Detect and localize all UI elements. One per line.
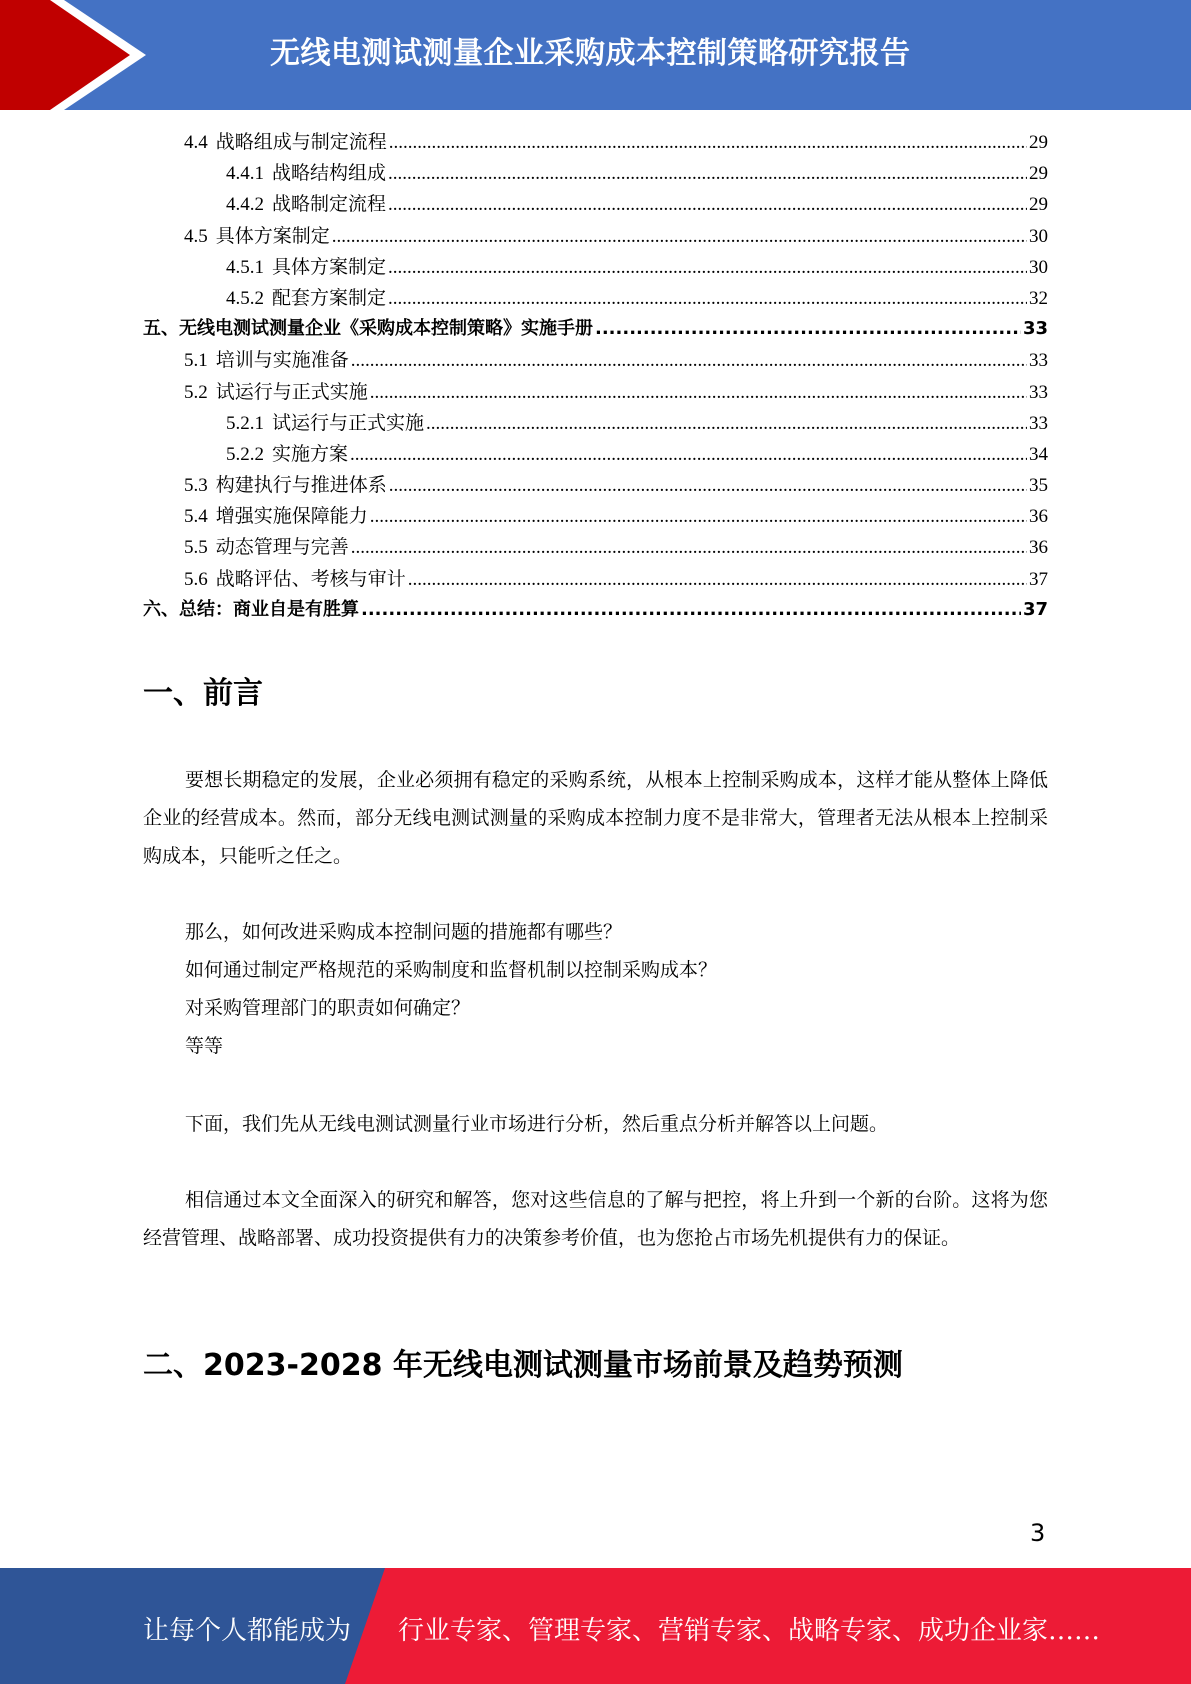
toc-dot-leader bbox=[351, 350, 1027, 372]
preface-paragraph-3: 相信通过本文全面深入的研究和解答，您对这些信息的了解与把控，将上升到一个新的台阶。这将为您经营管理、战略部署、成功投资提供有力的决策参考价值，也为您抢占市场先机提供有力的保证。 bbox=[143, 1190, 1048, 1249]
toc-entry-title: 战略结构组成 bbox=[272, 163, 387, 185]
toc-entry-number: 5.3 bbox=[184, 475, 208, 497]
toc-dot-leader bbox=[388, 194, 1027, 216]
toc-entry-page: 34 bbox=[1029, 443, 1048, 465]
toc-entry[interactable] bbox=[143, 345, 1048, 376]
toc-entry-number: 4.4.1 bbox=[226, 163, 264, 185]
toc-entry[interactable] bbox=[143, 377, 1048, 408]
toc-entry-page: 36 bbox=[1029, 506, 1048, 528]
toc-entry-title: 实施方案 bbox=[272, 443, 349, 465]
toc-dot-leader bbox=[389, 132, 1027, 154]
toc-entry-page: 29 bbox=[1029, 132, 1048, 153]
page-footer bbox=[0, 1568, 1191, 1684]
toc-entry[interactable] bbox=[143, 501, 1048, 532]
toc-dot-leader bbox=[350, 444, 1027, 466]
red-chevron-arrow-icon bbox=[0, 0, 160, 110]
toc-dot-leader bbox=[426, 413, 1027, 435]
toc-entry[interactable] bbox=[143, 221, 1048, 252]
toc-entry-number: 5.2 bbox=[184, 381, 208, 403]
toc-dot-leader bbox=[388, 288, 1027, 310]
toc-entry-title: 五、无线电测试测量企业《采购成本控制策略》实施手册 bbox=[143, 318, 593, 340]
document-title: 无线电测试测量企业采购成本控制策略研究报告 bbox=[270, 36, 911, 71]
page-header bbox=[0, 0, 1191, 110]
page-number: 3 bbox=[1030, 1519, 1046, 1547]
toc-entry-title: 动态管理与完善 bbox=[215, 537, 349, 559]
question-2: 如何通过制定严格规范的采购制度和监督机制以控制采购成本？ bbox=[185, 960, 718, 981]
toc-entry-page: 32 bbox=[1029, 287, 1048, 309]
toc-entry[interactable] bbox=[143, 595, 1048, 626]
toc-entry-title: 战略组成与制定流程 bbox=[215, 132, 387, 153]
toc-entry-title: 战略制定流程 bbox=[272, 194, 387, 216]
toc-entry-title: 配套方案制定 bbox=[272, 287, 387, 309]
toc-entry[interactable] bbox=[143, 314, 1048, 345]
toc-entry[interactable] bbox=[143, 532, 1048, 563]
toc-entry-number: 4.5.2 bbox=[226, 287, 264, 309]
question-3: 对采购管理部门的职责如何确定？ bbox=[185, 998, 471, 1019]
toc-entry-number: 5.1 bbox=[184, 350, 208, 372]
question-4: 等等 bbox=[185, 1036, 224, 1057]
toc-dot-leader bbox=[370, 506, 1027, 528]
toc-entry[interactable] bbox=[143, 439, 1048, 470]
toc-entry[interactable] bbox=[143, 158, 1048, 189]
toc-entry[interactable] bbox=[143, 189, 1048, 220]
toc-entry-page: 36 bbox=[1029, 537, 1048, 559]
toc-entry-number: 4.5 bbox=[184, 225, 208, 247]
toc-entry-title: 具体方案制定 bbox=[215, 225, 330, 247]
toc-entry-page: 29 bbox=[1029, 163, 1048, 185]
toc-entry-number: 5.5 bbox=[184, 537, 208, 559]
toc-dot-leader bbox=[408, 569, 1027, 591]
toc-entry[interactable] bbox=[143, 564, 1048, 595]
question-1: 那么，如何改进采购成本控制问题的措施都有哪些？ bbox=[185, 922, 623, 943]
toc-dot-leader bbox=[361, 599, 1021, 620]
toc-entry-title: 构建执行与推进体系 bbox=[215, 475, 387, 497]
toc-dot-leader bbox=[388, 163, 1027, 185]
toc-entry[interactable] bbox=[143, 470, 1048, 501]
toc-entry[interactable] bbox=[143, 252, 1048, 283]
toc-entry-title: 试运行与正式实施 bbox=[215, 381, 368, 403]
toc-dot-leader bbox=[595, 318, 1021, 339]
preface-paragraph-2: 下面，我们先从无线电测试测量行业市场进行分析，然后重点分析并解答以上问题。 bbox=[185, 1114, 889, 1135]
section-heading-preface: 一、前言 bbox=[143, 676, 263, 711]
toc-entry-title: 具体方案制定 bbox=[272, 256, 387, 278]
toc-entry-number: 5.2.2 bbox=[226, 443, 264, 465]
toc-entry-number: 5.6 bbox=[184, 568, 208, 590]
toc-entry[interactable] bbox=[143, 408, 1048, 439]
toc-entry-page: 29 bbox=[1029, 194, 1048, 216]
toc-dot-leader bbox=[332, 226, 1027, 248]
toc-dot-leader bbox=[351, 537, 1027, 559]
toc-entry-title: 六、总结：商业自是有胜算 bbox=[143, 598, 359, 620]
toc-entry-page: 37 bbox=[1022, 598, 1048, 620]
footer-slogan-right: 行业专家、管理专家、营销专家、战略专家、成功企业家…… bbox=[398, 1616, 1101, 1646]
toc-entry-number: 4.4.2 bbox=[226, 194, 264, 216]
toc-entry-title: 试运行与正式实施 bbox=[272, 412, 425, 434]
toc-entry[interactable] bbox=[143, 127, 1048, 158]
toc-entry-page: 35 bbox=[1029, 475, 1048, 497]
footer-slogan-left: 让每个人都能成为 bbox=[143, 1616, 352, 1646]
preface-paragraph-1: 要想长期稳定的发展，企业必须拥有稳定的采购系统，从根本上控制采购成本，这样才能从整体上降低企业的经营成本。然而，部分无线电测试测量的采购成本控制力度不是非常大，管理者无法从根本上控制采购成本，只能听之任之。 bbox=[143, 770, 1048, 867]
toc-entry-title: 培训与实施准备 bbox=[215, 350, 349, 372]
toc-dot-leader bbox=[389, 475, 1027, 497]
toc-entry-number: 4.5.1 bbox=[226, 256, 264, 278]
toc-entry-number: 5.2.1 bbox=[226, 412, 264, 434]
toc-entry-title: 增强实施保障能力 bbox=[215, 506, 368, 528]
toc-entry-number: 5.4 bbox=[184, 506, 208, 528]
toc-entry-number: 4.4 bbox=[184, 132, 208, 153]
section-heading-market-forecast: 二、2023-2028 年无线电测试测量市场前景及趋势预测 bbox=[143, 1348, 903, 1383]
toc-entry-title: 战略评估、考核与审计 bbox=[215, 568, 406, 590]
table-of-contents bbox=[143, 127, 1048, 626]
toc-entry-page: 33 bbox=[1029, 381, 1048, 403]
toc-entry-page: 37 bbox=[1029, 568, 1048, 590]
toc-entry[interactable] bbox=[143, 283, 1048, 314]
toc-entry-page: 33 bbox=[1022, 318, 1048, 340]
toc-entry-page: 33 bbox=[1029, 350, 1048, 372]
toc-dot-leader bbox=[370, 382, 1027, 404]
toc-entry-page: 33 bbox=[1029, 412, 1048, 434]
toc-dot-leader bbox=[388, 257, 1027, 279]
toc-entry-page: 30 bbox=[1029, 256, 1048, 278]
toc-entry-page: 30 bbox=[1029, 225, 1048, 247]
